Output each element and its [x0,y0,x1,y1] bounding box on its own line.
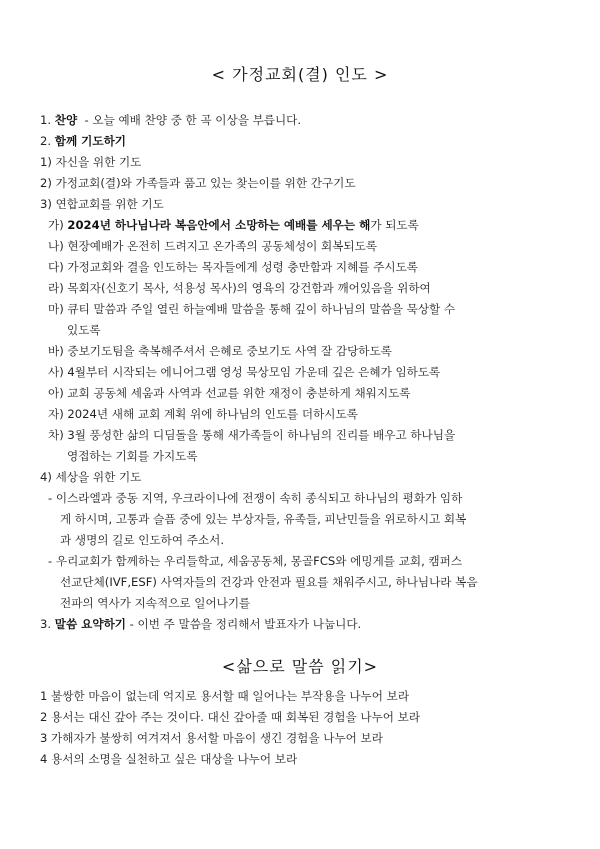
question-2: 2 용서는 대신 갚아 주는 것이다. 대신 갚아줄 때 회복된 경험을 나누어 보라 [40,710,421,724]
section-title: <삶으로 말씀 읽기> [221,657,379,676]
prayer-ba: 바) 중보기도팀을 축복해주셔서 은혜로 중보기도 사역 잘 감당하도록 [48,344,392,358]
prayer-bold: 2024년 하나님나라 복음안에서 소망하는 예배를 세우는 해 [67,218,371,232]
question-1: 1 불쌍한 마음이 없는데 억지로 용서할 때 일어나는 부작용을 나누어 보라 [40,689,410,703]
sub-world: 4) 세상을 위한 기도 [40,470,142,484]
world-prayer-1-line1: - 이스라엘과 중동 지역, 우크라이나에 전쟁이 속히 종식되고 하나님의 평화가 임하 [48,491,463,505]
world-prayer-2-line3: 전파의 역사가 지속적으로 일어나기를 [60,596,251,610]
page-title: < 가정교회(결) 인도 > [211,65,389,84]
prayer-cha: 차) 3월 풍성한 삶의 디딤돌을 통해 새가족들이 하나님의 진리를 배우고 하나님을 [48,428,456,442]
question-3: 3 가해자가 불쌍히 여겨져서 용서할 마음이 생긴 경험을 나누어 보라 [40,731,383,745]
prayer-cha-cont: 영접하는 기회를 가지도록 [67,449,198,463]
world-prayer-2-line1: - 우리교회가 함께하는 우리들학교, 세움공동체, 몽골FCS와 에밍게를 교회, 캠퍼스 [48,554,463,568]
item-label: 함께 기도하기 [54,134,126,148]
item-number: 1. [40,113,55,127]
item-number: 3. [40,617,55,631]
world-prayer-2-line2: 선교단체(IVF,ESF) 사역자들의 건강과 안전과 필요를 채워주시고, 하나님나라 복음 [60,575,478,589]
prayer-prefix: 가) [48,218,68,232]
item-pray-together [40,131,126,152]
item-label: 찬양 [54,113,78,127]
prayer-a: 아) 교회 공동체 세움과 사역과 선교를 위한 재정이 충분하게 채워지도록 [48,386,411,400]
item-text: - 오늘 예배 찬양 중 한 곡 이상을 부릅니다. [77,113,302,127]
prayer-sa: 사) 4월부터 시작되는 에니어그램 영성 묵상모임 가운데 깊은 은혜가 임하도록 [48,365,441,379]
prayer-ra: 라) 목회자(신호기 목사, 석용성 목사)의 영육의 강건함과 깨어있음을 위하여 [48,281,431,295]
prayer-suffix: 가 되도록 [370,218,419,232]
item-number: 2. [40,134,55,148]
item-praise [40,110,301,131]
item-text: - 이번 주 말씀을 정리해서 발표자가 나눕니다. [125,617,362,631]
item-summary [40,614,361,635]
sub-church: 3) 연합교회를 위한 기도 [40,197,164,211]
prayer-ga [48,215,419,236]
item-label: 말씀 요약하기 [54,617,126,631]
prayer-ma-cont: 있도록 [67,323,101,337]
prayer-na: 나) 현장예배가 온전히 드려지고 온가족의 공동체성이 회복되도록 [48,239,378,253]
sub-self: 1) 자신을 위한 기도 [40,155,142,169]
world-prayer-1-line2: 게 하시며, 고통과 슬픔 중에 있는 부상자들, 유족들, 피난민들을 위로하시고 회복 [60,512,467,526]
world-prayer-1-line3: 과 생명의 길로 인도하여 주소서. [60,533,225,547]
prayer-da: 다) 가정교회와 결을 인도하는 목자들에게 성령 충만함과 지혜를 주시도록 [48,260,418,274]
prayer-ma: 마) 큐티 말씀과 주일 열린 하늘예배 말씀을 통해 깊이 하나님의 말씀을 묵상할 수 [48,302,456,316]
prayer-ja: 자) 2024년 새해 교회 계획 위에 하나님의 인도를 더하시도록 [48,407,358,421]
question-4: 4 용서의 소명을 실천하고 싶은 대상을 나누어 보라 [40,752,298,766]
sub-family: 2) 가정교회(결)와 가족들과 품고 있는 찾는이를 위한 간구기도 [40,176,356,190]
